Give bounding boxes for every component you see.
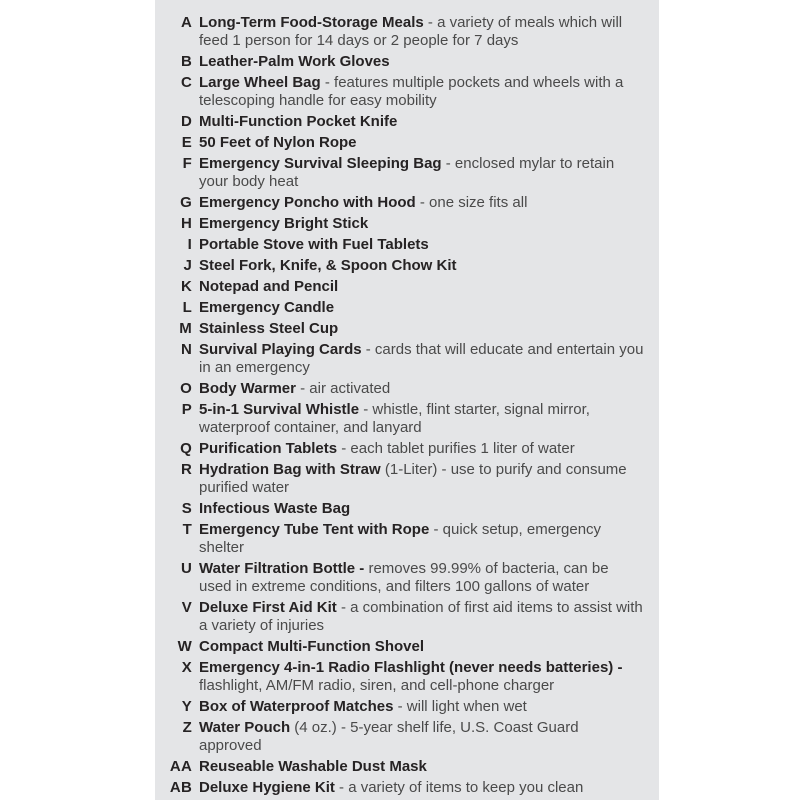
item-name: Hydration Bag with Straw <box>199 461 381 478</box>
item-name: Deluxe First Aid Kit <box>199 599 337 616</box>
item-name: Emergency Bright Stick <box>199 215 369 232</box>
list-item <box>155 299 645 317</box>
item-letter: S <box>181 500 192 517</box>
item-letter: Z <box>182 719 192 736</box>
item-description <box>199 698 645 716</box>
item-letter: I <box>187 236 192 253</box>
list-item <box>155 194 645 212</box>
item-name: Emergency Poncho with Hood <box>199 194 416 211</box>
item-letter: J <box>183 257 192 274</box>
item-name: Long-Term Food-Storage Meals <box>199 14 424 31</box>
item-description <box>199 341 645 377</box>
list-item <box>155 134 645 152</box>
list-item <box>155 215 645 233</box>
list-item <box>155 779 645 797</box>
item-name: Stainless Steel Cup <box>199 320 339 337</box>
list-item <box>155 320 645 338</box>
list-item <box>155 440 645 458</box>
item-description <box>199 74 645 110</box>
item-detail: (4 oz.) - 5-year shelf life, U.S. Coast Guard approved <box>199 719 579 754</box>
item-description <box>199 521 645 557</box>
item-detail: - a variety of items to keep you clean <box>334 779 584 796</box>
item-name: Water Filtration Bottle - <box>199 560 365 577</box>
list-item <box>155 659 645 695</box>
item-description <box>199 215 645 233</box>
item-detail: - a combination of first aid items to assist with a variety of injuries <box>199 599 643 634</box>
item-name: Survival Playing Cards <box>199 341 362 358</box>
item-description <box>199 500 645 518</box>
item-letter: G <box>180 194 192 211</box>
item-letter: C <box>180 74 192 91</box>
item-detail: - a variety of meals which will feed 1 person for 14 days or 2 people for 7 days <box>199 14 623 49</box>
list-item <box>155 521 645 557</box>
item-description <box>199 257 645 275</box>
item-detail: - each tablet purifies 1 liter of water <box>337 440 575 457</box>
list-item <box>155 461 645 497</box>
item-letter: X <box>181 659 192 676</box>
item-letter: AA <box>169 758 192 775</box>
item-name: Infectious Waste Bag <box>199 500 351 517</box>
item-name: Notepad and Pencil <box>199 278 339 295</box>
list-item <box>155 53 645 71</box>
list-item <box>155 599 645 635</box>
list-item <box>155 698 645 716</box>
item-description <box>199 779 645 797</box>
item-letter: H <box>180 215 192 232</box>
item-letter: N <box>180 341 192 358</box>
list-item <box>155 719 645 755</box>
item-description <box>199 299 645 317</box>
item-letter: A <box>180 14 192 31</box>
item-detail: removes 99.99% of bacteria, can be used in extreme conditions, and filters 100 gallons of water <box>199 560 609 595</box>
item-detail: (1-Liter) - use to purify and consume purified water <box>199 461 627 496</box>
item-description <box>199 440 645 458</box>
list-item <box>155 257 645 275</box>
item-description <box>199 659 645 695</box>
item-detail: - whistle, flint starter, signal mirror, waterproof container, and lanyard <box>199 401 590 436</box>
item-letter: K <box>180 278 192 295</box>
item-list <box>155 14 645 797</box>
item-description <box>199 461 645 497</box>
item-letter: V <box>181 599 192 616</box>
list-item <box>155 113 645 131</box>
item-name: Large Wheel Bag <box>199 74 321 91</box>
item-letter: F <box>182 155 192 172</box>
item-detail: flashlight, AM/FM radio, siren, and cell-phone charger <box>199 677 555 694</box>
item-letter: R <box>180 461 192 478</box>
item-description <box>199 236 645 254</box>
item-detail: - will light when wet <box>393 698 527 715</box>
list-item <box>155 401 645 437</box>
item-description <box>199 278 645 296</box>
list-item <box>155 560 645 596</box>
list-item <box>155 14 645 50</box>
item-name: 5-in-1 Survival Whistle <box>199 401 360 418</box>
item-name: Body Warmer <box>199 380 296 397</box>
list-item <box>155 236 645 254</box>
list-item <box>155 380 645 398</box>
item-name: Emergency Candle <box>199 299 335 316</box>
item-description <box>199 758 645 776</box>
item-name: Deluxe Hygiene Kit <box>199 779 335 796</box>
item-description <box>199 14 645 50</box>
item-letter: L <box>182 299 192 316</box>
item-description <box>199 113 645 131</box>
item-name: Portable Stove with Fuel Tablets <box>199 236 429 253</box>
item-letter: O <box>180 380 192 397</box>
item-letter: D <box>180 113 192 130</box>
item-description <box>199 401 645 437</box>
item-detail: - one size fits all <box>415 194 528 211</box>
item-description <box>199 380 645 398</box>
item-letter: B <box>180 53 192 70</box>
item-detail: - features multiple pockets and wheels with a telescoping handle for easy mobility <box>199 74 624 109</box>
item-name: Reuseable Washable Dust Mask <box>199 758 427 775</box>
item-detail: - air activated <box>295 380 391 397</box>
item-letter: M <box>179 320 192 337</box>
item-detail: - quick setup, emergency shelter <box>199 521 602 556</box>
item-name: Leather-Palm Work Gloves <box>199 53 390 70</box>
item-name: Emergency 4-in-1 Radio Flashlight (never needs batteries) - <box>199 659 623 676</box>
item-description <box>199 194 645 212</box>
item-name: Emergency Tube Tent with Rope <box>199 521 430 538</box>
item-detail: - cards that will educate and entertain you in an emergency <box>199 341 644 376</box>
item-letter: Y <box>181 698 192 715</box>
item-letter: W <box>177 638 192 655</box>
item-description <box>199 134 645 152</box>
item-name: Emergency Survival Sleeping Bag <box>199 155 442 172</box>
list-item <box>155 74 645 110</box>
list-item <box>155 500 645 518</box>
item-name: Purification Tablets <box>199 440 338 457</box>
item-letter: P <box>181 401 192 418</box>
list-item <box>155 758 645 776</box>
list-item <box>155 155 645 191</box>
list-item <box>155 278 645 296</box>
item-letter: U <box>180 560 192 577</box>
item-letter: E <box>181 134 192 151</box>
item-letter: T <box>182 521 192 538</box>
item-letter: AB <box>169 779 192 796</box>
legend-panel <box>155 0 659 800</box>
item-name: 50 Feet of Nylon Rope <box>199 134 357 151</box>
item-name: Steel Fork, Knife, & Spoon Chow Kit <box>199 257 457 274</box>
item-name: Compact Multi-Function Shovel <box>199 638 424 655</box>
item-name: Water Pouch <box>199 719 291 736</box>
list-item <box>155 341 645 377</box>
item-letter: Q <box>180 440 192 457</box>
item-description <box>199 155 645 191</box>
item-description <box>199 599 645 635</box>
list-item <box>155 638 645 656</box>
item-description <box>199 53 645 71</box>
item-description <box>199 560 645 596</box>
item-name: Box of Waterproof Matches <box>199 698 394 715</box>
item-description <box>199 719 645 755</box>
item-description <box>199 320 645 338</box>
item-detail: - enclosed mylar to retain your body heat <box>199 155 615 190</box>
item-name: Multi-Function Pocket Knife <box>199 113 398 130</box>
item-description <box>199 638 645 656</box>
